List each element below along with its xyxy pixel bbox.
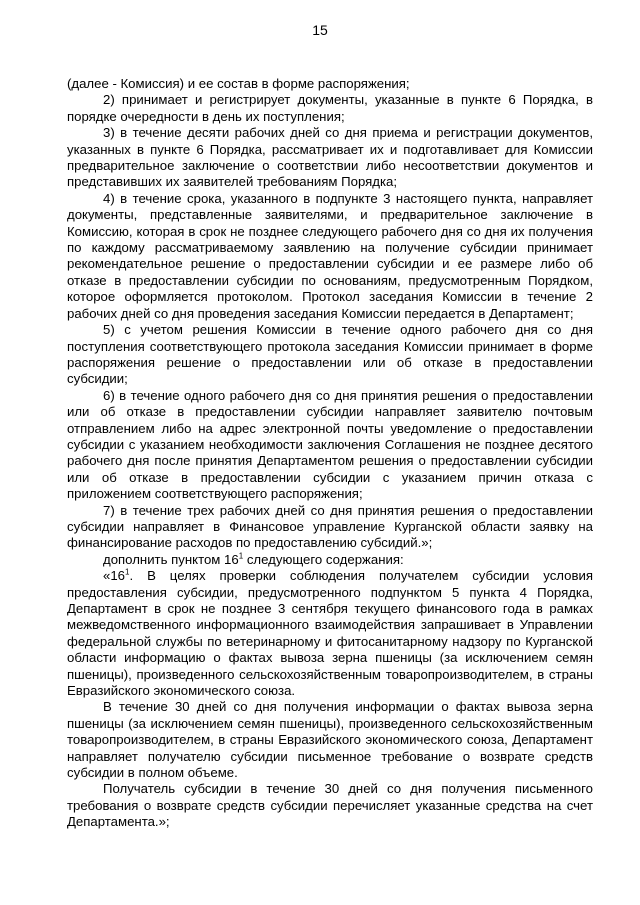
paragraph-point-16-1 — [67, 568, 593, 699]
paragraph-item-4: 4) в течение срока, указанного в подпункте 3 настоящего пункта, направляет документы, представленные заявителями, и предварительное заключение в Комиссию, которая в срок не позднее следующего рабочего дня со дня их получения по каждому рассматриваемому заявлению на получение субсидии принимает рекомендательное решение о предоставлении субсидии и ее размере либо об отказе в предоставлении субсидии по основаниям, предусмотренным Порядком, которое оформляется протоколом. Протокол заседания Комиссии в течение 2 рабочих дней со дня проведения заседания Комиссии передается в Департамент; — [67, 190, 593, 321]
paragraph-refund: Получатель субсидии в течение 30 дней со дня получения письменного требования о возврате средств субсидии перечисляет указанные средства на счет Департамента.»; — [67, 781, 593, 830]
paragraph-30-days-notice: В течение 30 дней со дня получения информации о фактах вывоза зерна пшеницы (за исключением семян пшеницы), произведенного сельскохозяйственным товаропроизводителем, в страны Евразийского экономического союза, Департамент направляет получателю субсидии письменное требование о возврате средств субсидии в полном объеме. — [67, 699, 593, 781]
paragraph-item-6: 6) в течение одного рабочего дня со дня принятия решения о предоставлении или об отказе в предоставлении субсидии направляет заявителю почтовым отправлением либо на адрес электронной почты уведомление о предоставлении субсидии с указанием необходимости заключения Соглашения не позднее десятого рабочего дня после принятия Департаментом решения о предоставлении субсидии или об отказе в предоставлении субсидии с указанием причин отказа с приложением соответствующего распоряжения; — [67, 387, 593, 502]
amendment-intro-text: дополнить пунктом 16 — [103, 551, 239, 567]
point-number: «16 — [103, 568, 126, 584]
paragraph-amendment-intro — [67, 552, 593, 568]
amendment-intro-tail: следующего содержания: — [243, 551, 404, 567]
paragraph-item-2: 2) принимает и регистрирует документы, указанные в пункте 6 Порядка, в порядке очередности в день их поступления; — [67, 92, 593, 124]
superscript: 1 — [238, 551, 244, 561]
page-number: 15 — [312, 22, 328, 38]
superscript: 1 — [125, 567, 130, 577]
paragraph-item-7: 7) в течение трех рабочих дней со дня принятия решения о предоставлении субсидии направляет в Финансовое управление Курганской области заявку на финансирование расходов по предоставлению субсидий.»; — [67, 502, 593, 551]
point-text: . В целях проверки соблюдения получателем субсидии условия предоставления субсидии, предусмотренного подпунктом 5 пункта 4 Порядка, Департамент в срок не позднее 3 сентября текущего финансового года в рамках межведомственного информационного взаимодействия запрашивает в Управлении федеральной службы по ветеринарному и фитосанитарному надзору по Курганской области информацию о фактах вывоза зерна пшеницы (за исключением семян пшеницы), произведенного сельскохозяйственным товаропроизводителем, в страны Евразийского экономического союза. — [67, 568, 593, 699]
paragraph-item-5: 5) с учетом решения Комиссии в течение одного рабочего дня со дня поступления соответствующего протокола заседания Комиссии принимает в форме распоряжения решение о предоставлении или об отказе в предоставлении субсидии; — [67, 322, 593, 387]
document-body — [67, 76, 593, 831]
paragraph-commission-continuation: (далее - Комиссия) и ее состав в форме распоряжения; — [67, 76, 410, 91]
paragraph-item-3: 3) в течение десяти рабочих дней со дня приема и регистрации документов, указанных в пункте 6 Порядка, рассматривает их и подготавливает для Комиссии предварительное заключение о соответствии либо несоответствии документов и представивших их заявителей требованиям Порядка; — [67, 125, 593, 190]
